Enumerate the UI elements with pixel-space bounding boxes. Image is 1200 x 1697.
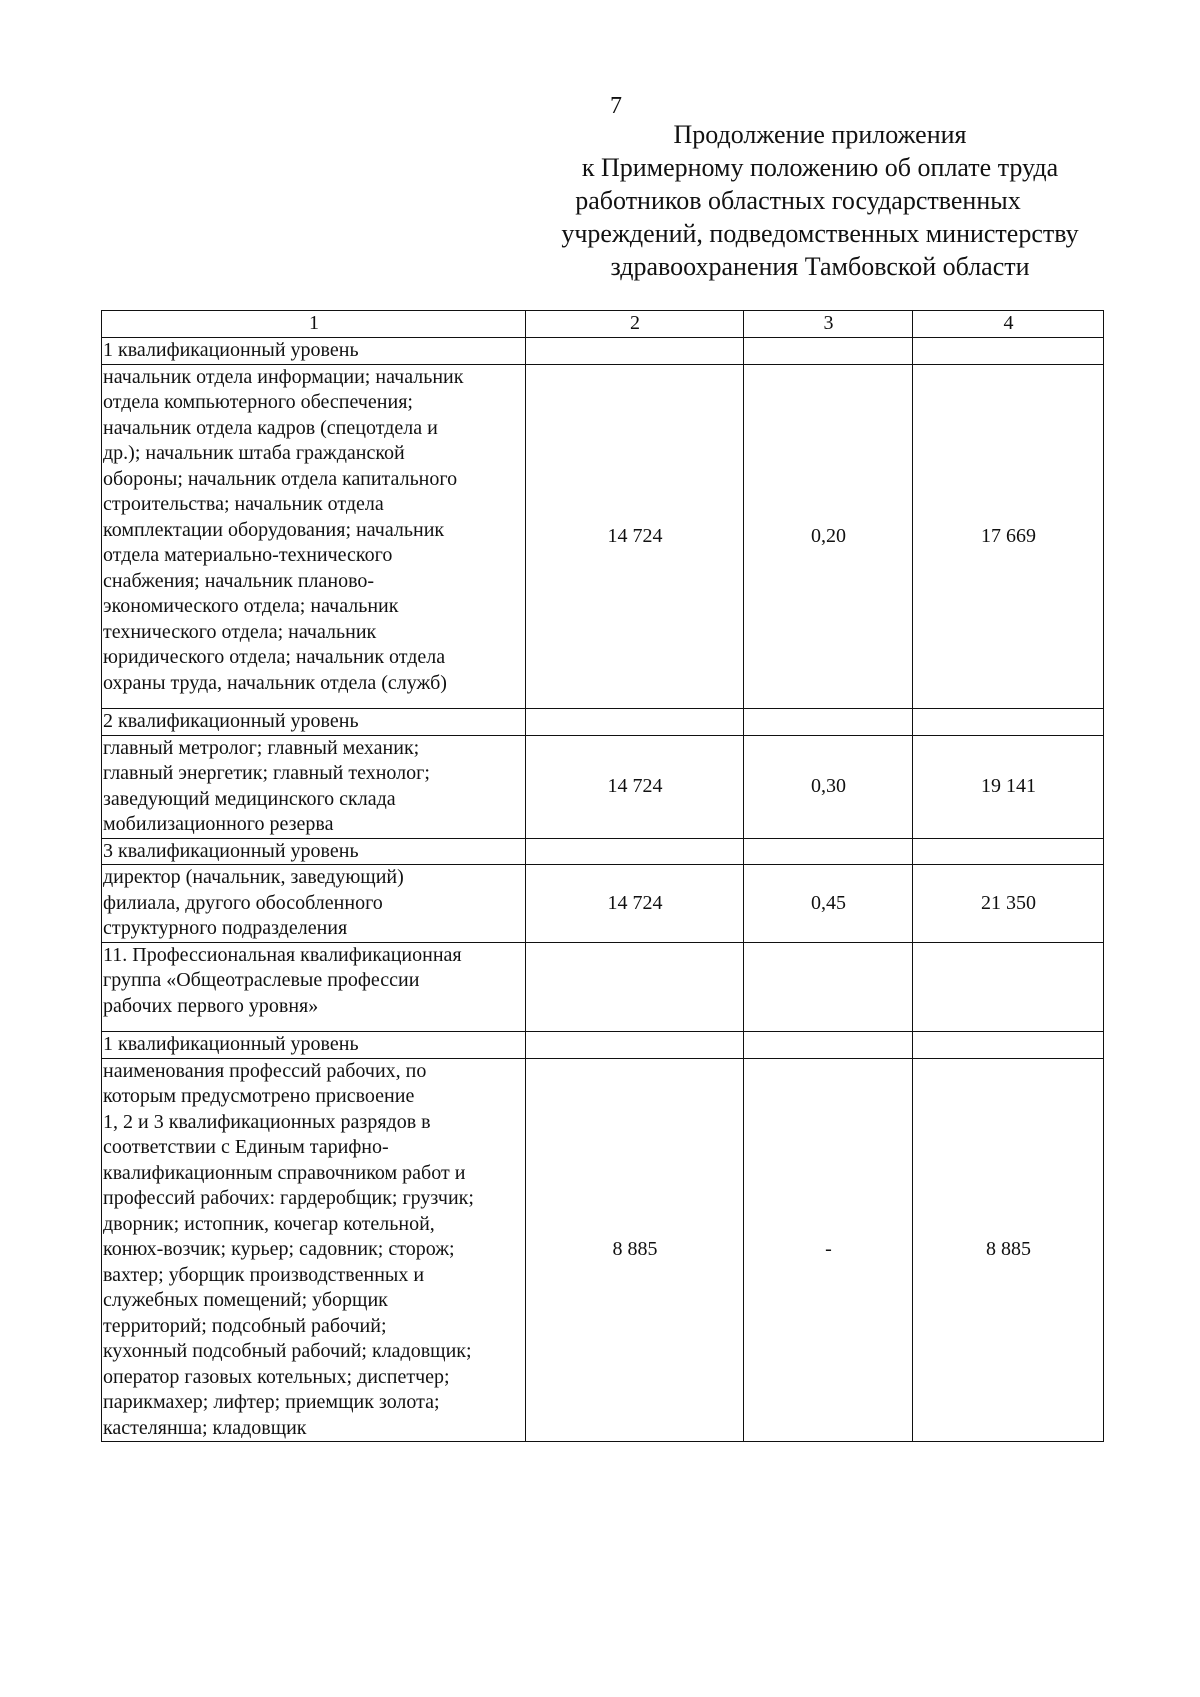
- description-line: юридического отдела; начальник отдела: [103, 646, 446, 668]
- description-line: главный энергетик; главный технолог;: [103, 762, 430, 784]
- description-line: парикмахер; лифтер; приемщик золота;: [103, 1391, 440, 1413]
- header-line: здравоохранения Тамбовской области: [610, 252, 1030, 281]
- position-description-cell: [102, 364, 526, 709]
- position-description-cell: [102, 709, 526, 736]
- table-row: [102, 865, 1104, 943]
- position-description-cell: [102, 865, 526, 943]
- salary-table: [101, 310, 1104, 1442]
- table-row: [102, 1058, 1104, 1442]
- table-row: [102, 838, 1104, 865]
- total-salary-cell: 17 669: [913, 364, 1104, 709]
- description-line: 3 квалификационный уровень: [103, 839, 359, 862]
- base-salary-cell: [526, 1032, 744, 1059]
- position-description-cell: [102, 1032, 526, 1059]
- description-line: филиала, другого обособленного: [103, 891, 383, 914]
- description-line: обороны; начальник отдела капитального: [103, 467, 458, 490]
- description-line: 11. Профессиональная квалификационная: [103, 943, 462, 966]
- page-number: 7: [610, 93, 622, 119]
- coefficient-cell: [744, 709, 913, 736]
- description-line: комплектации оборудования; начальник: [103, 518, 445, 541]
- description-line: вахтер; уборщик производственных и: [103, 1263, 425, 1286]
- coefficient-cell: [744, 942, 913, 1032]
- coefficient-cell: [744, 1032, 913, 1059]
- description-line: др.); начальник штаба гражданской: [103, 442, 405, 464]
- table-row: [102, 735, 1104, 838]
- total-salary-cell: [913, 338, 1104, 365]
- total-salary-cell: 21 350: [913, 865, 1104, 943]
- description-line: которым предусмотрено присвоение: [103, 1085, 415, 1107]
- table-header-row: [102, 311, 1104, 338]
- coefficient-cell: -: [744, 1058, 913, 1442]
- column-header: 4: [913, 311, 1104, 338]
- table-row: [102, 1032, 1104, 1059]
- base-salary-cell: 14 724: [526, 364, 744, 709]
- coefficient-cell: 0,20: [744, 364, 913, 709]
- description-line: 1 квалификационный уровень: [103, 1033, 359, 1055]
- description-line: кастелянша; кладовщик: [103, 1416, 307, 1439]
- description-line: отдела компьютерного обеспечения;: [103, 391, 413, 413]
- table-row: [102, 364, 1104, 709]
- description-line: служебных помещений; уборщик: [103, 1289, 388, 1311]
- description-line: 2 квалификационный уровень: [103, 710, 359, 732]
- total-salary-cell: 8 885: [913, 1058, 1104, 1442]
- description-line: профессий рабочих: гардеробщик; грузчик;: [103, 1187, 474, 1209]
- total-salary-cell: [913, 838, 1104, 865]
- description-line: строительства; начальник отдела: [103, 493, 384, 515]
- table-row: [102, 709, 1104, 736]
- description-line: главный метролог; главный механик;: [103, 736, 420, 759]
- column-header: 3: [744, 311, 913, 338]
- position-description-cell: [102, 735, 526, 838]
- description-line: дворник; истопник, кочегар котельной,: [103, 1212, 435, 1235]
- appendix-header: [500, 118, 1140, 283]
- header-line: работников областных государственных: [575, 186, 1021, 215]
- base-salary-cell: 14 724: [526, 735, 744, 838]
- description-line: конюх-возчик; курьер; садовник; сторож;: [103, 1238, 455, 1260]
- base-salary-cell: [526, 838, 744, 865]
- description-line: технического отдела; начальник: [103, 620, 377, 643]
- description-line: начальник отдела информации; начальник: [103, 365, 464, 388]
- table-row: [102, 942, 1104, 1032]
- description-line: квалификационным справочником работ и: [103, 1161, 466, 1184]
- description-line: директор (начальник, заведующий): [103, 866, 404, 888]
- coefficient-cell: 0,30: [744, 735, 913, 838]
- coefficient-cell: [744, 838, 913, 865]
- base-salary-cell: [526, 942, 744, 1032]
- description-line: наименования профессий рабочих, по: [103, 1059, 427, 1082]
- total-salary-cell: [913, 942, 1104, 1032]
- base-salary-cell: [526, 709, 744, 736]
- description-line: заведующий медицинского склада: [103, 787, 396, 810]
- position-description-cell: [102, 838, 526, 865]
- description-line: рабочих первого уровня»: [103, 994, 319, 1017]
- description-line: 1, 2 и 3 квалификационных разрядов в: [103, 1110, 431, 1133]
- description-line: кухонный подсобный рабочий; кладовщик;: [103, 1340, 472, 1362]
- description-line: оператор газовых котельных; диспетчер;: [103, 1365, 450, 1388]
- description-line: мобилизационного резерва: [103, 813, 334, 835]
- description-line: отдела материально-технического: [103, 544, 393, 566]
- header-line: учреждений, подведомственных министерству: [561, 219, 1079, 248]
- description-line: снабжения; начальник планово-: [103, 569, 375, 592]
- description-line: структурного подразделения: [103, 917, 348, 939]
- description-line: начальник отдела кадров (спецотдела и: [103, 416, 438, 439]
- description-line: территорий; подсобный рабочий;: [103, 1314, 387, 1337]
- description-line: группа «Общеотраслевые профессии: [103, 969, 420, 991]
- header-line: к Примерному положению об оплате труда: [581, 153, 1059, 182]
- coefficient-cell: 0,45: [744, 865, 913, 943]
- column-header: 2: [526, 311, 744, 338]
- base-salary-cell: 8 885: [526, 1058, 744, 1442]
- column-header: 1: [102, 311, 526, 338]
- table-row: [102, 338, 1104, 365]
- total-salary-cell: [913, 709, 1104, 736]
- coefficient-cell: [744, 338, 913, 365]
- description-line: охраны труда, начальник отдела (служб): [103, 671, 447, 694]
- position-description-cell: [102, 1058, 526, 1442]
- description-line: 1 квалификационный уровень: [103, 339, 359, 361]
- total-salary-cell: 19 141: [913, 735, 1104, 838]
- base-salary-cell: 14 724: [526, 865, 744, 943]
- position-description-cell: [102, 338, 526, 365]
- description-line: соответствии с Единым тарифно-: [103, 1136, 389, 1158]
- header-line: Продолжение приложения: [673, 120, 967, 149]
- base-salary-cell: [526, 338, 744, 365]
- description-line: экономического отдела; начальник: [103, 595, 399, 617]
- total-salary-cell: [913, 1032, 1104, 1059]
- position-description-cell: [102, 942, 526, 1032]
